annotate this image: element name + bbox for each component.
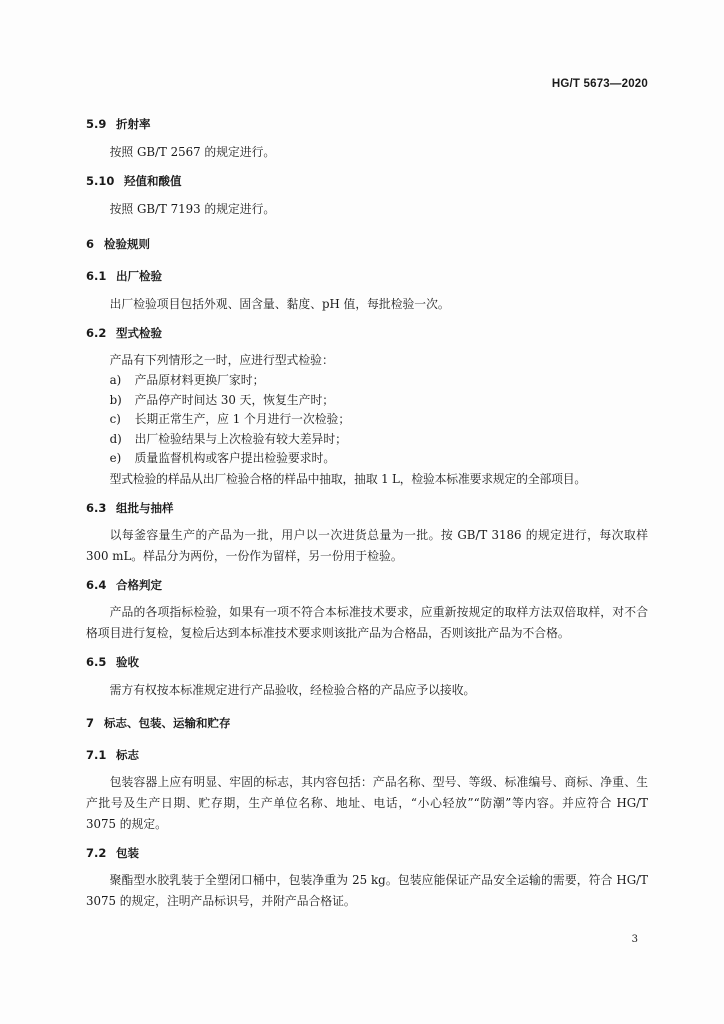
section-title: 包装 <box>116 845 139 860</box>
list-item-text: 质量监督机构或客户提出检验要求时。 <box>134 451 336 465</box>
standard-code-header: HG/T 5673—2020 <box>551 78 648 90</box>
section-heading-6-5 <box>86 654 648 670</box>
section-title: 型式检验 <box>116 326 162 340</box>
section-number: 6.1 <box>86 269 107 283</box>
page-number: 3 <box>631 934 638 945</box>
section-title: 验收 <box>116 654 139 669</box>
section-title: 检验规则 <box>104 237 150 251</box>
section-title: 折射率 <box>116 117 151 131</box>
list-marker: d) <box>109 431 122 446</box>
inspection-condition-list <box>86 371 648 469</box>
paragraph-6-4: 产品的各项指标检验，如果有一项不符合本标准技术要求，应重新按规定的取样方法双倍取样，对不合格项目进行复检，复检后达到本标准技术要求则该批产品为合格品，否则该批产品为不合格。 <box>86 604 648 640</box>
list-marker: a) <box>109 373 122 387</box>
list-item-text: 出厂检验结果与上次检验有较大差异时； <box>134 431 347 446</box>
section-heading-6-4 <box>86 577 648 593</box>
section-number: 7.1 <box>86 747 107 762</box>
list-item-text: 产品停产时间达 30 天，恢复生产时； <box>134 392 335 407</box>
section-title: 标志 <box>116 747 139 762</box>
section-heading-5-10 <box>86 173 648 189</box>
section-title: 标志、包装、运输和贮存 <box>104 715 231 730</box>
section-number: 6.3 <box>86 500 107 515</box>
section-number: 5.9 <box>86 117 107 131</box>
page-content <box>86 108 648 912</box>
list-item-text: 长期正常生产，应 1 个月进行一次检验； <box>134 412 351 426</box>
list-item <box>86 449 648 469</box>
paragraph-6-1: 出厂检验项目包括外观、固含量、黏度、pH 值，每批检验一次。 <box>109 297 450 311</box>
paragraph-6-2-sampling: 型式检验的样品从出厂检验合格的样品中抽取，抽取 1 L，检验本标准要求规定的全部项目。 <box>109 471 587 486</box>
list-marker: c) <box>109 412 121 426</box>
section-title: 合格判定 <box>116 577 162 592</box>
list-item <box>86 410 648 430</box>
section-heading-7-1 <box>86 747 648 763</box>
section-number: 6.2 <box>86 326 107 340</box>
paragraph-6-5: 需方有权按本标准规定进行产品验收，经检验合格的产品应予以接收。 <box>109 682 476 697</box>
section-heading-6-2 <box>86 325 648 341</box>
section-heading-6-3 <box>86 500 648 516</box>
paragraph-5-10: 按照 GB/T 7193 的规定进行。 <box>109 202 276 216</box>
section-number: 5.10 <box>86 174 115 188</box>
section-heading-7-2 <box>86 845 648 861</box>
section-heading-6 <box>86 236 648 252</box>
section-number: 7 <box>86 715 95 730</box>
section-heading-6-1 <box>86 268 648 284</box>
list-item-text: 产品原材料更换厂家时； <box>134 373 265 387</box>
section-heading-7 <box>86 715 648 731</box>
section-number: 6 <box>86 237 95 251</box>
section-title: 组批与抽样 <box>116 500 174 515</box>
paragraph-6-2-intro: 产品有下列情形之一时，应进行型式检验： <box>109 353 334 367</box>
section-title: 羟值和酸值 <box>124 174 182 188</box>
section-title: 出厂检验 <box>116 269 162 283</box>
list-item <box>86 371 648 391</box>
section-number: 6.4 <box>86 577 107 592</box>
list-marker: b) <box>109 392 122 407</box>
section-number: 7.2 <box>86 845 107 860</box>
paragraph-5-9: 按照 GB/T 2567 的规定进行。 <box>109 145 276 159</box>
paragraph-6-3: 以每釜容量生产的产品为一批，用户以一次进货总量为一批。按 GB/T 3186 的规定进行，每次取样 300 mL。样品分为两份，一份作为留样，另一份用于检验。 <box>86 527 648 563</box>
paragraph-7-2: 聚酯型水胶乳装于全塑闭口桶中，包装净重为 25 kg。包装应能保证产品安全运输的需要，符合 HG/T 3075 的规定，注明产品标识号，并附产品合格证。 <box>86 872 648 908</box>
paragraph-7-1: 包装容器上应有明显、牢固的标志，其内容包括：产品名称、型号、等级、标准编号、商标、净重、生产批号及生产日期、贮存期，生产单位名称、地址、电话，“小心轻放”“防潮”等内容。并应符合 HG/T 3075 的规定。 <box>86 774 648 831</box>
section-number: 6.5 <box>86 654 107 669</box>
list-item <box>86 391 648 411</box>
list-item <box>86 430 648 450</box>
list-marker: e) <box>109 451 122 465</box>
section-heading-5-9 <box>86 116 648 132</box>
